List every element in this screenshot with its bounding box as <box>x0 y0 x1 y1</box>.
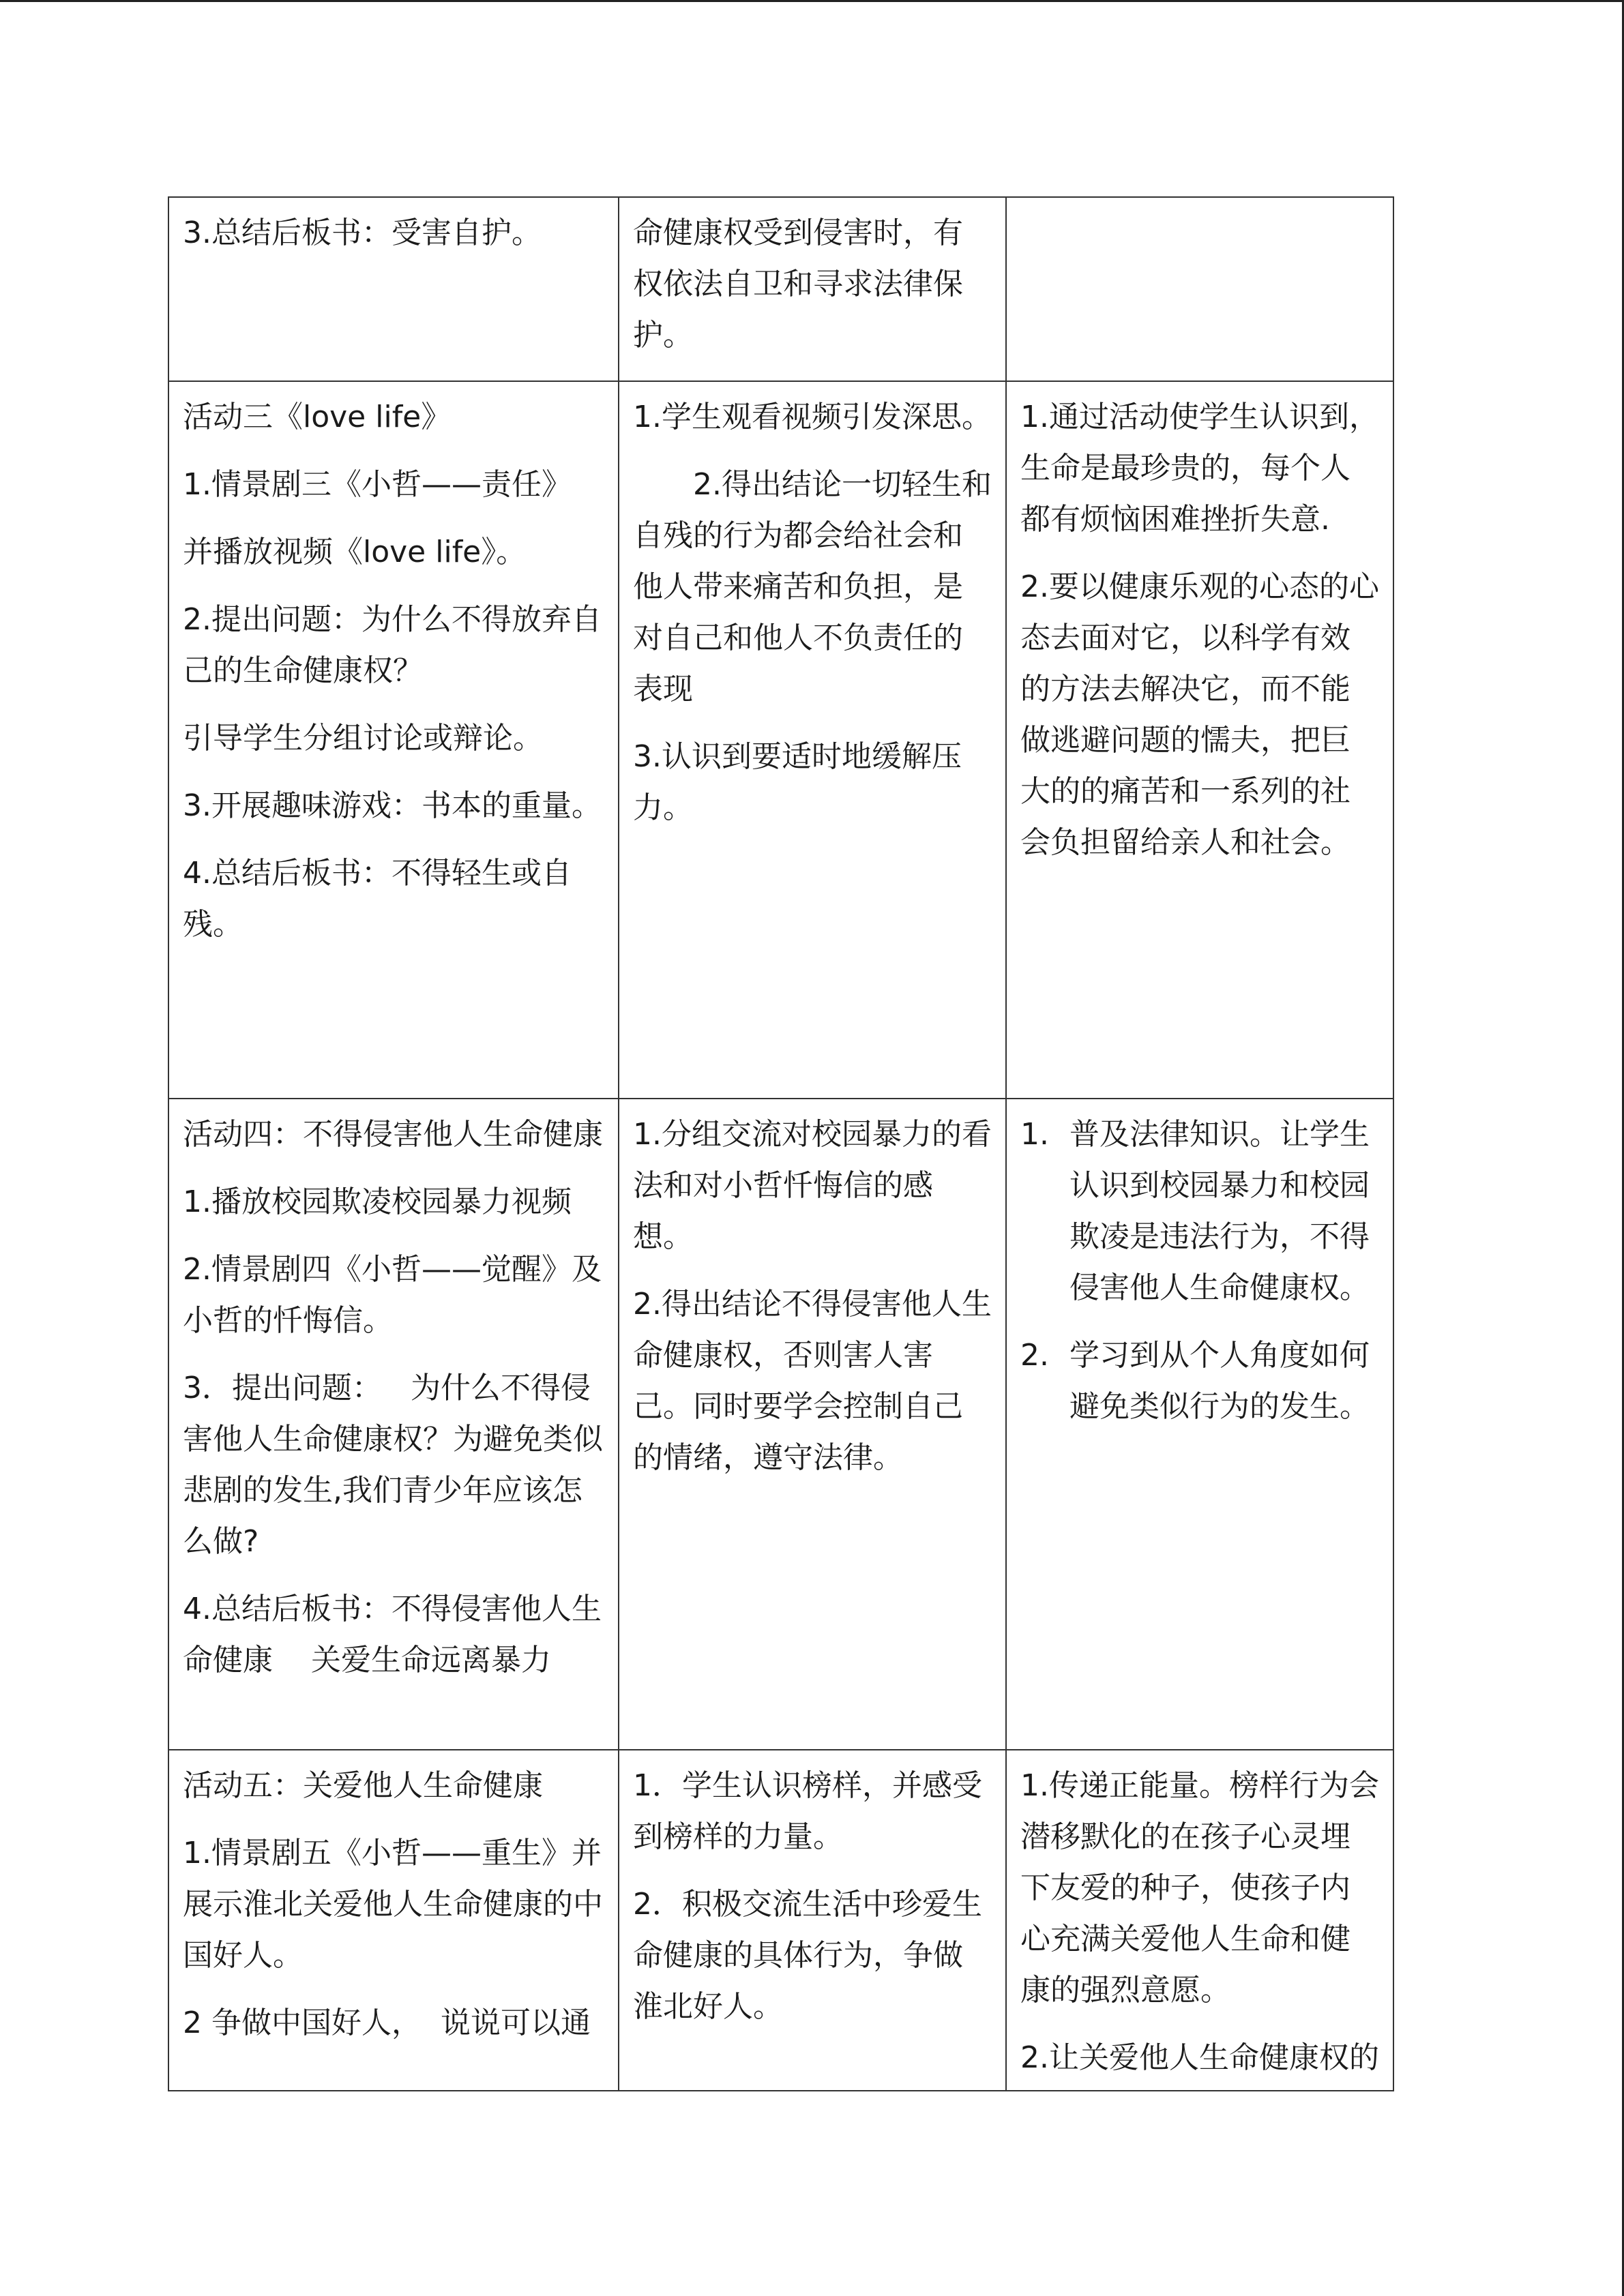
design-intent-cell <box>1006 1750 1393 2091</box>
design-intent-cell <box>1006 381 1393 1099</box>
cell-paragraph <box>633 731 993 833</box>
table-row <box>168 197 1393 381</box>
text-line: 4.总结后板书：不得侵害他人生 <box>183 1592 602 1626</box>
text-line: 么做? <box>183 1524 259 1559</box>
cell-paragraph <box>183 780 606 831</box>
text-line: 法和对小哲忏悔信的感 <box>633 1168 933 1203</box>
cell-paragraph <box>183 594 606 696</box>
text-line: 态去面对它，以科学有效 <box>1020 621 1350 655</box>
text-line: 权依法自卫和寻求法律保 <box>633 267 963 301</box>
cell-paragraph <box>183 1176 606 1227</box>
cell-paragraph <box>1020 2032 1381 2083</box>
text-line: 避免类似行为的发生。 <box>1069 1389 1370 1424</box>
text-line: 2.提出问题：为什么不得放弃自 <box>183 602 602 637</box>
cell-paragraph <box>183 1244 606 1346</box>
text-line: 1.通过活动使学生认识到， <box>1020 400 1379 434</box>
cell-paragraph <box>633 1879 993 2032</box>
text-line: 对自己和他人不负责任的 <box>633 621 963 655</box>
text-line: 1.情景剧三《小哲——责任》 <box>183 467 572 502</box>
student-activity-cell <box>619 381 1006 1099</box>
cell-paragraph <box>183 1362 606 1567</box>
cell-paragraph <box>633 459 993 715</box>
teacher-activity-cell <box>168 197 619 381</box>
cell-paragraph <box>183 459 606 510</box>
text-line: 认识到校园暴力和校园 <box>1069 1168 1370 1203</box>
text-line: 普及法律知识。让学生 <box>1069 1117 1370 1152</box>
text-line: 3.认识到要适时地缓解压 <box>633 739 962 774</box>
cell-paragraph <box>633 207 993 361</box>
text-line: 命健康权，否则害人害 <box>633 1338 933 1373</box>
cell-paragraph <box>183 1997 606 2048</box>
text-line: 活动四：不得侵害他人生命健康 <box>183 1117 603 1152</box>
text-line: 命健康的具体行为，争做 <box>633 1938 963 1973</box>
cell-paragraph <box>1020 391 1381 545</box>
cell-paragraph <box>183 1583 606 1686</box>
text-line: 1.传递正能量。榜样行为会 <box>1020 1768 1379 1803</box>
text-line: 大的的痛苦和一系列的社 <box>1020 774 1350 809</box>
text-line: 1．学生认识榜样，并感受 <box>633 1768 982 1803</box>
text-line: 康的强烈意愿。 <box>1020 1973 1230 2008</box>
text-line: 活动三《love life》 <box>183 400 452 434</box>
student-activity-cell <box>619 1750 1006 2091</box>
text-line: 淮北好人。 <box>633 1989 783 2024</box>
text-line: 小哲的忏悔信。 <box>183 1303 393 1338</box>
teacher-activity-cell <box>168 1099 619 1750</box>
cell-paragraph <box>183 1828 606 1981</box>
text-line: 并播放视频《love life》。 <box>183 535 527 569</box>
teacher-activity-cell <box>168 381 619 1099</box>
cell-paragraph <box>183 207 606 258</box>
cell-paragraph <box>183 1109 606 1160</box>
cell-paragraph <box>183 1760 606 1811</box>
text-line: 1.学生观看视频引发深思。 <box>633 400 992 434</box>
cell-paragraph <box>1020 1760 1381 2016</box>
numbered-list <box>1020 1109 1381 1432</box>
text-line: 生命是最珍贵的，每个人 <box>1020 451 1350 486</box>
page-border-top <box>0 0 1624 2</box>
student-activity-cell <box>619 1099 1006 1750</box>
cell-paragraph <box>183 391 606 443</box>
text-line: 想。 <box>633 1219 693 1254</box>
cell-paragraph <box>633 1760 993 1862</box>
text-line: 下友爱的种子，使孩子内 <box>1020 1870 1350 1905</box>
text-line: 4.总结后板书：不得轻生或自 <box>183 856 572 891</box>
text-line: 会负担留给亲人和社会。 <box>1020 825 1350 860</box>
text-line: 3.总结后板书：受害自护。 <box>183 215 542 250</box>
text-line: 2．积极交流生活中珍爱生 <box>633 1887 982 1922</box>
cell-paragraph <box>633 1279 993 1483</box>
cell-paragraph <box>183 526 606 578</box>
text-line: 2.情景剧四《小哲——觉醒》及 <box>183 1252 602 1287</box>
text-line: 活动五：关爱他人生命健康 <box>183 1768 543 1803</box>
design-intent-cell <box>1006 1099 1393 1750</box>
text-line: 国好人。 <box>183 1938 303 1973</box>
cell-paragraph <box>183 713 606 764</box>
text-line: 悲剧的发生,我们青少年应该怎 <box>183 1473 582 1508</box>
lesson-plan-table <box>168 196 1394 2091</box>
text-line: 命健康权受到侵害时，有 <box>633 215 963 250</box>
cell-paragraph <box>183 848 606 950</box>
text-line: 残。 <box>183 907 243 942</box>
text-line: 力。 <box>633 790 693 825</box>
student-activity-cell <box>619 197 1006 381</box>
text-line: 己。同时要学会控制自己 <box>633 1389 963 1424</box>
text-line: 他人带来痛苦和负担，是 <box>633 569 963 604</box>
text-line: 2.要以健康乐观的心态的心 <box>1020 569 1379 604</box>
cell-paragraph <box>633 1109 993 1262</box>
list-number: 1. <box>1020 1117 1049 1152</box>
list-item <box>1020 1330 1381 1432</box>
text-line: 2 争做中国好人， 说说可以通 <box>183 2006 591 2040</box>
text-line: 侵害他人生命健康权。 <box>1069 1270 1370 1305</box>
text-line: 自残的行为都会给社会和 <box>633 518 963 553</box>
text-line: 的情绪，遵守法律。 <box>633 1440 903 1475</box>
text-line: 3．提出问题： 为什么不得侵 <box>183 1371 591 1405</box>
text-line: 到榜样的力量。 <box>633 1819 843 1854</box>
cell-paragraph <box>1020 561 1381 868</box>
teacher-activity-cell <box>168 1750 619 2091</box>
text-line: 引导学生分组讨论或辩论。 <box>183 721 543 756</box>
text-line: 2.得出结论不得侵害他人生 <box>633 1287 992 1322</box>
text-line: 己的生命健康权？ <box>183 653 423 688</box>
text-line: 的方法去解决它，而不能 <box>1020 672 1350 706</box>
text-line: 命健康 关爱生命远离暴力 <box>183 1643 551 1678</box>
text-line: 学习到从个人角度如何 <box>1069 1338 1370 1373</box>
cell-paragraph <box>633 391 993 443</box>
list-item <box>1020 1109 1381 1313</box>
text-line: 心充满关爱他人生命和健 <box>1020 1922 1350 1956</box>
text-line: 都有烦恼困难挫折失意. <box>1020 502 1330 537</box>
text-line: 表现 <box>633 672 693 706</box>
text-line: 展示淮北关爱他人生命健康的中 <box>183 1887 603 1922</box>
text-line: 害他人生命健康权？为避免类似 <box>183 1422 603 1457</box>
text-line: 护。 <box>633 318 693 353</box>
design-intent-cell <box>1006 197 1393 381</box>
text-line: 2.得出结论一切轻生和 <box>693 467 992 502</box>
text-line: 1.分组交流对校园暴力的看 <box>633 1117 992 1152</box>
table-row <box>168 381 1393 1099</box>
table-row <box>168 1099 1393 1750</box>
text-line: 2.让关爱他人生命健康权的 <box>1020 2040 1379 2075</box>
text-line: 1.播放校园欺凌校园暴力视频 <box>183 1184 572 1219</box>
text-line: 3.开展趣味游戏：书本的重量。 <box>183 788 602 823</box>
text-line: 欺凌是违法行为，不得 <box>1069 1219 1370 1254</box>
text-line: 1.情景剧五《小哲——重生》并 <box>183 1836 602 1870</box>
list-number: 2. <box>1020 1338 1049 1373</box>
text-line: 做逃避问题的懦夫，把巨 <box>1020 723 1350 758</box>
table-row <box>168 1750 1393 2091</box>
text-line: 潜移默化的在孩子心灵埋 <box>1020 1819 1350 1854</box>
